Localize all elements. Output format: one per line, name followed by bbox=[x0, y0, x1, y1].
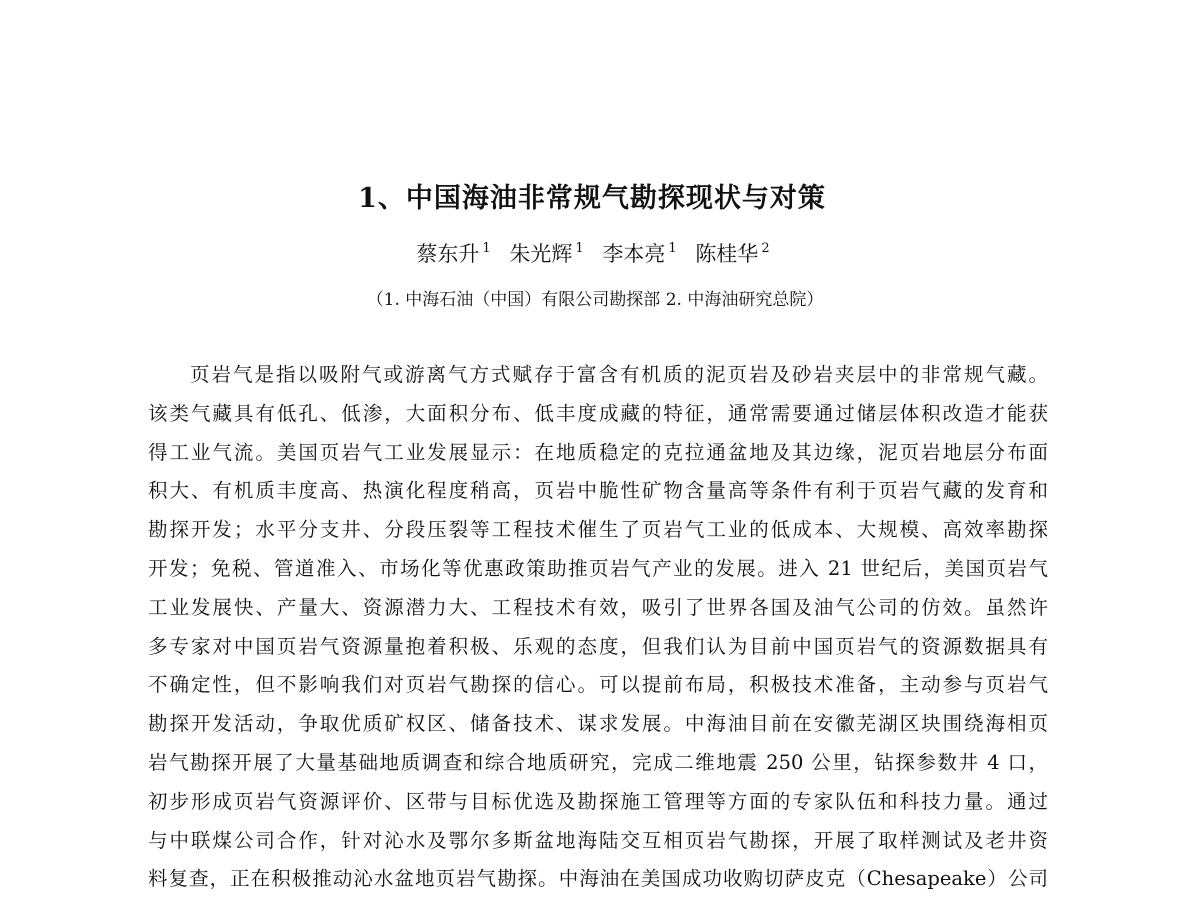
body-line: 该类气藏具有低孔、低渗，大面积分布、低丰度成藏的特征，通常需要通过储层体积改造才能获 bbox=[148, 401, 1048, 425]
body-line: 料复查，正在积极推动沁水盆地页岩气勘探。中海油在美国成功收购切萨皮克（Chesapeake）公司 bbox=[148, 867, 1048, 891]
author-name: 朱光辉 bbox=[509, 242, 573, 266]
body-line: 得工业气流。美国页岩气工业发展显示：在地质稳定的克拉通盆地及其边缘，泥页岩地层分布面 bbox=[148, 440, 1048, 464]
body-line: 页岩气是指以吸附气或游离气方式赋存于富含有机质的泥页岩及砂岩夹层中的非常规气藏。 bbox=[190, 363, 1048, 386]
affiliation-line: （1. 中海石油（中国）有限公司勘探部 2. 中海油研究总院） bbox=[366, 290, 824, 310]
body-line: 勘探开发活动，争取优质矿权区、储备技术、谋求发展。中海油目前在安徽芜湖区块围绕海相页 bbox=[148, 712, 1048, 736]
author bbox=[416, 242, 490, 266]
body-line: 多专家对中国页岩气资源量抱着积极、乐观的态度，但我们认为目前中国页岩气的资源数据具有 bbox=[148, 634, 1048, 658]
body-paragraph bbox=[148, 356, 1048, 899]
body-line: 工业发展快、产量大、资源潜力大、工程技术有效，吸引了世界各国及油气公司的仿效。虽然许 bbox=[148, 595, 1048, 619]
author bbox=[695, 242, 769, 266]
author-affiliation-mark: 1 bbox=[482, 241, 491, 256]
author-affiliation-mark: 1 bbox=[668, 241, 677, 256]
body-line: 岩气勘探开展了大量基础地质调查和综合地质研究，完成二维地震 250 公里，钻探参数井 4 口， bbox=[148, 750, 1048, 774]
author-name: 李本亮 bbox=[602, 242, 666, 266]
paper-title: 1、中国海油非常规气勘探现状与对策 bbox=[358, 183, 826, 214]
body-line: 积大、有机质丰度高、热演化程度稍高，页岩中脆性矿物含量高等条件有利于页岩气藏的发育和 bbox=[148, 479, 1048, 503]
author bbox=[509, 242, 583, 266]
body-line: 初步形成页岩气资源评价、区带与目标优选及勘探施工管理等方面的专家队伍和科技力量。通过 bbox=[148, 789, 1048, 813]
author-affiliation-mark: 2 bbox=[761, 241, 770, 256]
author-name: 蔡东升 bbox=[416, 242, 480, 266]
body-line: 不确定性，但不影响我们对页岩气勘探的信心。可以提前布局，积极技术准备，主动参与页岩气 bbox=[148, 673, 1048, 697]
author-name: 陈桂华 bbox=[695, 242, 759, 266]
body-line: 与中联煤公司合作，针对沁水及鄂尔多斯盆地海陆交互相页岩气勘探，开展了取样测试及老井资 bbox=[148, 828, 1048, 852]
author bbox=[602, 242, 676, 266]
body-line: 勘探开发；水平分支井、分段压裂等工程技术催生了页岩气工业的低成本、大规模、高效率勘探 bbox=[148, 518, 1048, 542]
author-affiliation-mark: 1 bbox=[575, 241, 584, 256]
body-line: 开发；免税、管道准入、市场化等优惠政策助推页岩气产业的发展。进入 21 世纪后，美国页岩气 bbox=[148, 556, 1048, 580]
author-list bbox=[0, 238, 1186, 268]
